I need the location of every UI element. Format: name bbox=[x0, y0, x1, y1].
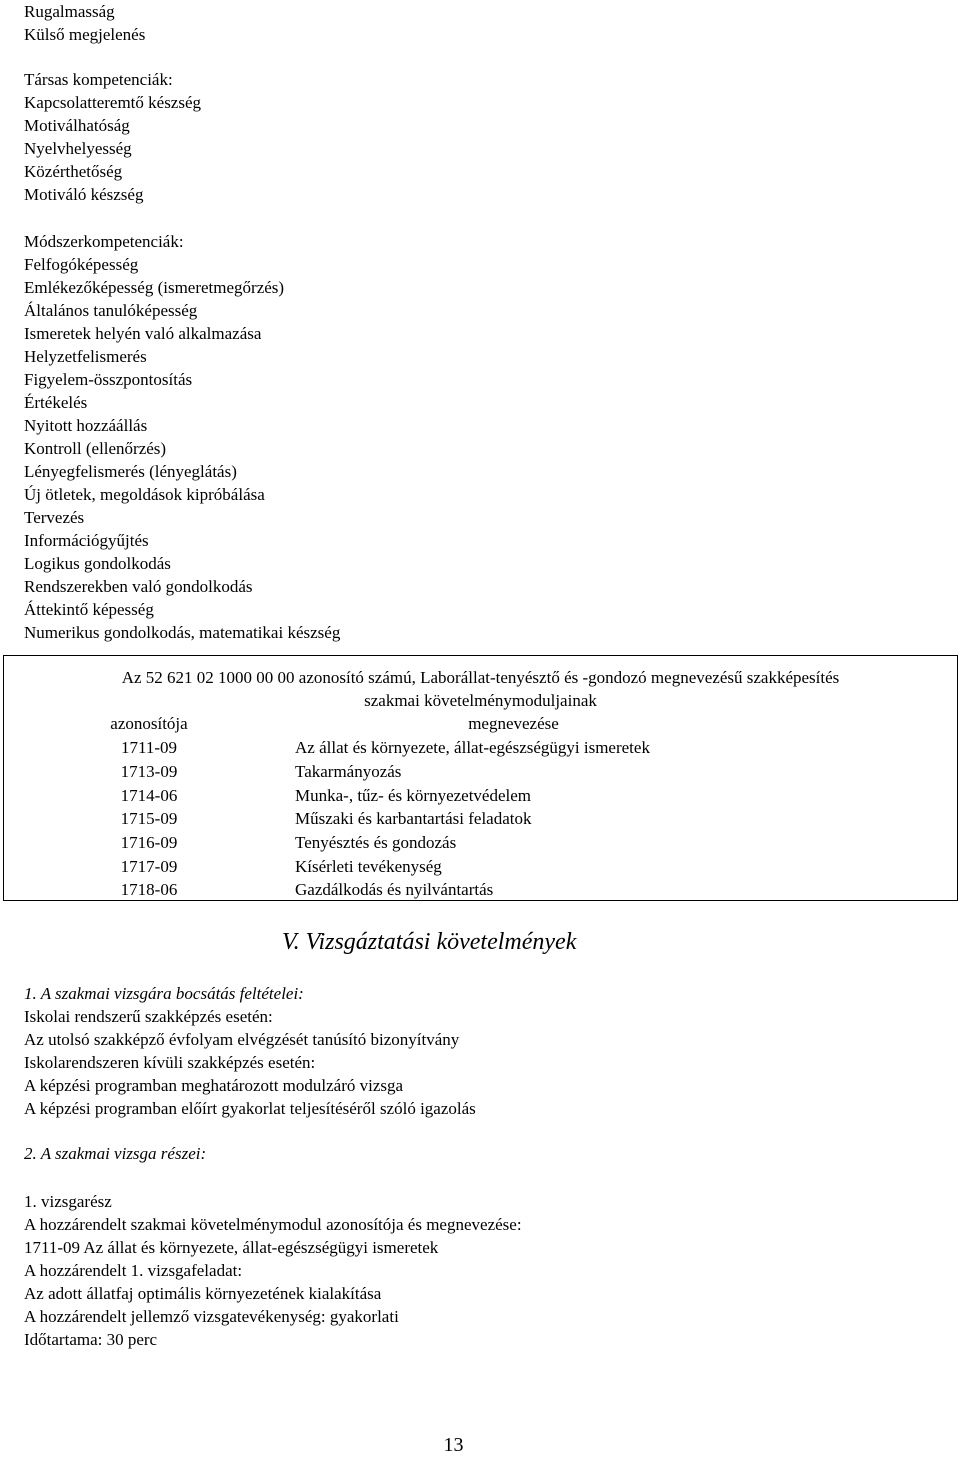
table-row bbox=[4, 807, 957, 831]
table-row bbox=[4, 831, 957, 855]
list-item: Kapcsolatteremtő készség bbox=[24, 93, 202, 112]
list-item: Rendszerekben való gondolkodás bbox=[24, 577, 253, 596]
list-item: Információgyűjtés bbox=[24, 531, 149, 550]
list-item: Numerikus gondolkodás, matematikai készség bbox=[24, 623, 341, 642]
exam-part-line: A hozzárendelt jellemző vizsgatevékenység: gyakorlati bbox=[24, 1307, 399, 1326]
list-item: Külső megjelenés bbox=[24, 25, 146, 44]
exam-parts-title: 2. A szakmai vizsga részei: bbox=[24, 1144, 207, 1163]
module-id: 1714-06 bbox=[120, 786, 178, 805]
module-id: 1715-09 bbox=[120, 809, 178, 828]
exam-conditions-line: A képzési programban előírt gyakorlat teljesítéséről szóló igazolás bbox=[24, 1099, 476, 1118]
module-name: Az állat és környezete, állat-egészségügyi ismeretek bbox=[295, 738, 650, 757]
list-item: Új ötletek, megoldások kipróbálása bbox=[24, 485, 265, 504]
header-id: azonosítója bbox=[110, 714, 188, 733]
table-row bbox=[4, 855, 957, 879]
list-item: Helyzetfelismerés bbox=[24, 347, 147, 366]
list-item: Tervezés bbox=[24, 508, 85, 527]
exam-parts bbox=[24, 1142, 206, 1165]
exam-part-line: Időtartama: 30 perc bbox=[24, 1330, 158, 1349]
list-item: Kontroll (ellenőrzés) bbox=[24, 439, 167, 458]
module-id: 1717-09 bbox=[120, 857, 178, 876]
module-id: 1713-09 bbox=[120, 762, 178, 781]
exam-conditions bbox=[24, 982, 476, 1120]
list-item: Áttekintő képesség bbox=[24, 600, 154, 619]
module-id: 1718-06 bbox=[120, 880, 178, 899]
exam-conditions-line: A képzési programban meghatározott modulzáró vizsga bbox=[24, 1076, 404, 1095]
section-title: Módszerkompetenciák: bbox=[24, 232, 184, 251]
method-competencies bbox=[24, 230, 340, 644]
module-table bbox=[3, 655, 958, 901]
social-competencies bbox=[24, 68, 201, 206]
module-name: Munka-, tűz- és környezetvédelem bbox=[295, 786, 532, 805]
table-row bbox=[4, 760, 957, 784]
exam-part-line: A hozzárendelt 1. vizsgafeladat: bbox=[24, 1261, 243, 1280]
list-item: Logikus gondolkodás bbox=[24, 554, 171, 573]
exam-part-line: 1711-09 Az állat és környezete, állat-egészségügyi ismeretek bbox=[24, 1238, 439, 1257]
list-item: Értékelés bbox=[24, 393, 88, 412]
list-item: Figyelem-összpontosítás bbox=[24, 370, 193, 389]
table-row bbox=[4, 878, 957, 902]
module-name: Tenyésztés és gondozás bbox=[295, 833, 457, 852]
exam-conditions-line: Iskolarendszeren kívüli szakképzés esetén: bbox=[24, 1053, 316, 1072]
list-item: Nyitott hozzáállás bbox=[24, 416, 148, 435]
exam-conditions-title: 1. A szakmai vizsgára bocsátás feltételei: bbox=[24, 984, 304, 1003]
module-id: 1716-09 bbox=[120, 833, 178, 852]
exam-conditions-line: Iskolai rendszerű szakképzés esetén: bbox=[24, 1007, 273, 1026]
exam-part-line: 1. vizsgarész bbox=[24, 1192, 112, 1211]
module-name: Műszaki és karbantartási feladatok bbox=[295, 809, 532, 828]
section-title: Társas kompetenciák: bbox=[24, 70, 173, 89]
module-table-header bbox=[4, 712, 957, 736]
table-row bbox=[4, 736, 957, 760]
module-table-intro: Az 52 621 02 1000 00 00 azonosító számú, Laborállat-tenyésztő és -gondozó megnevezésű szakképesítés bbox=[121, 668, 840, 687]
module-name: Gazdálkodás és nyilvántartás bbox=[295, 880, 494, 899]
exam-part-line: Az adott állatfaj optimális környezetének kialakítása bbox=[24, 1284, 382, 1303]
page-number: 13 bbox=[443, 1434, 464, 1456]
list-item: Motiválhatóság bbox=[24, 116, 130, 135]
list-item: Felfogóképesség bbox=[24, 255, 139, 274]
module-name: Takarmányozás bbox=[295, 762, 402, 781]
exam-part-1 bbox=[24, 1190, 522, 1351]
list-item: Közérthetőség bbox=[24, 162, 123, 181]
header-name: megnevezése bbox=[468, 714, 559, 733]
module-name: Kísérleti tevékenység bbox=[295, 857, 442, 876]
list-item: Ismeretek helyén való alkalmazása bbox=[24, 324, 262, 343]
module-table-intro-2: szakmai követelménymoduljainak bbox=[364, 691, 597, 710]
table-row bbox=[4, 784, 957, 808]
module-id: 1711-09 bbox=[120, 738, 178, 757]
section-heading: V. Vizsgáztatási követelmények bbox=[282, 929, 577, 955]
top-competency-list bbox=[24, 0, 145, 46]
list-item: Általános tanulóképesség bbox=[24, 301, 198, 320]
list-item: Emlékezőképesség (ismeretmegőrzés) bbox=[24, 278, 285, 297]
list-item: Rugalmasság bbox=[24, 2, 115, 21]
list-item: Lényegfelismerés (lényeglátás) bbox=[24, 462, 237, 481]
exam-part-line: A hozzárendelt szakmai követelménymodul azonosítója és megnevezése: bbox=[24, 1215, 522, 1234]
exam-conditions-line: Az utolsó szakképző évfolyam elvégzését tanúsító bizonyítvány bbox=[24, 1030, 460, 1049]
list-item: Motiváló készség bbox=[24, 185, 144, 204]
list-item: Nyelvhelyesség bbox=[24, 139, 132, 158]
